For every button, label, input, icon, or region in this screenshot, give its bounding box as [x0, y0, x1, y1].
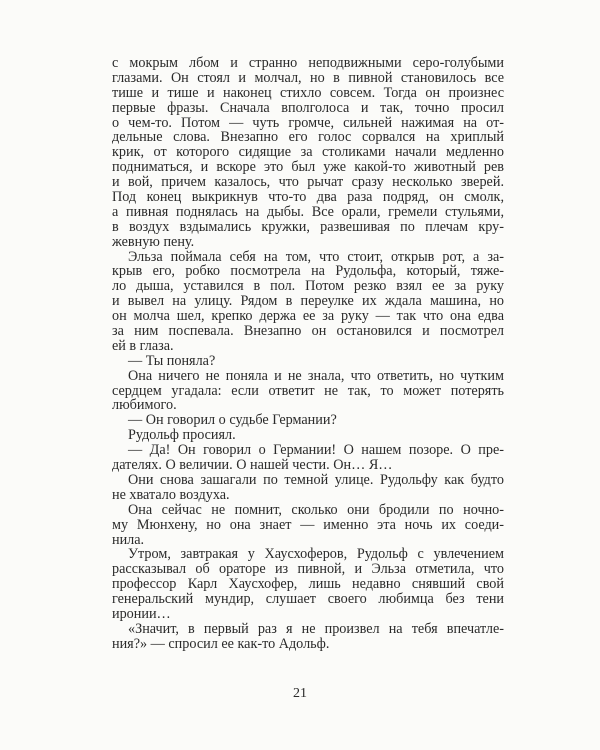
text-line: с мокрым лбом и странно неподвижными серо-голубыми — [112, 55, 504, 71]
page-body-text — [112, 56, 504, 652]
text-line: дельные слова. Внезапно его голос сорвался на хриплый — [112, 129, 504, 146]
text-line: о чем-то. Потом — чуть громче, сильней нажимая на от- — [112, 114, 504, 131]
text-line: глазами. Он стоял и молчал, но в пивной становилось все — [112, 69, 504, 86]
text-line: Она ничего не поняла и не знала, что ответить, но чутким — [128, 367, 504, 384]
text-line: в воздух вздымались кружки, развешивая по плечам кру- — [112, 218, 504, 235]
text-line: иронии… — [112, 605, 171, 622]
text-line: не хватало воздуха. — [112, 486, 230, 503]
text-line: любимого. — [112, 397, 177, 414]
text-line: он молча шел, крепко держа ее за руку — так что она едва — [112, 308, 504, 325]
text-line: рассказывал об ораторе из пивной, и Эльза отметила, что — [112, 561, 504, 578]
text-line: — Да! Он говорил о Германии! О нашем позоре. О пре- — [128, 442, 504, 459]
text-line: генеральский мундир, слушает своего любимца без тени — [112, 591, 504, 608]
text-line: жевную пену. — [112, 233, 195, 250]
text-line: первые фразы. Сначала вполголоса и так, точно просил — [112, 99, 504, 116]
text-line: нила. — [112, 531, 145, 548]
text-line: Утром, завтракая у Хаусхоферов, Рудольф с увлечением — [128, 546, 504, 563]
text-line: а пивная поднялась на дыбы. Все орали, гремели стульями, — [112, 203, 504, 220]
text-line: крыв его, робко посмотрела на Рудольфа, который, тяже- — [112, 263, 504, 280]
text-line: — Он говорил о судьбе Германии? — [128, 412, 337, 429]
text-line: Под конец выкрикнув что-то два раза подряд, он смолк, — [112, 189, 504, 206]
text-line: Эльза поймала себя на том, что стоит, открыв рот, а за- — [128, 248, 504, 265]
text-line: ло дыша, уставился в пол. Потом резко взял ее за руку — [112, 278, 504, 295]
text-line: Она сейчас не помнит, сколько они бродили по ночно- — [128, 501, 504, 518]
text-line: «Значит, в первый раз я не произвел на тебя впечатле- — [128, 620, 504, 637]
text-line: ния?» — спросил ее как-то Адольф. — [112, 635, 330, 652]
text-line: Они снова зашагали по темной улице. Рудольфу как будто — [128, 471, 504, 488]
text-line: и вывел на улицу. Рядом в переулке их ждала машина, но — [112, 293, 504, 310]
text-line: и вой, причем казалось, что рычат сразу несколько зверей. — [112, 174, 504, 191]
text-line: сердцем угадала: если ответит не так, то может потерять — [112, 382, 504, 399]
text-line: за ним поспевала. Внезапно он остановился и посмотрел — [112, 323, 504, 340]
text-line: крик, от которого сидящие за столиками начали медленно — [112, 144, 504, 161]
page-number: 21 — [293, 686, 307, 701]
text-line: — Ты поняла? — [128, 352, 216, 369]
text-line: тише и тише и наконец стихло совсем. Тогда он произнес — [112, 84, 504, 101]
text-line: Рудольф просиял. — [128, 427, 236, 444]
text-line: подниматься, и вскоре это был уже какой-то животный рев — [112, 159, 504, 176]
text-line: профессор Карл Хаусхофер, лишь недавно снявший свой — [112, 576, 504, 593]
text-line: ей в глаза. — [112, 337, 174, 354]
text-line: му Мюнхену, но она знает — именно эта ночь их соеди- — [112, 516, 504, 533]
text-line: дателях. О величии. О нашей чести. Он… Я… — [112, 457, 393, 474]
